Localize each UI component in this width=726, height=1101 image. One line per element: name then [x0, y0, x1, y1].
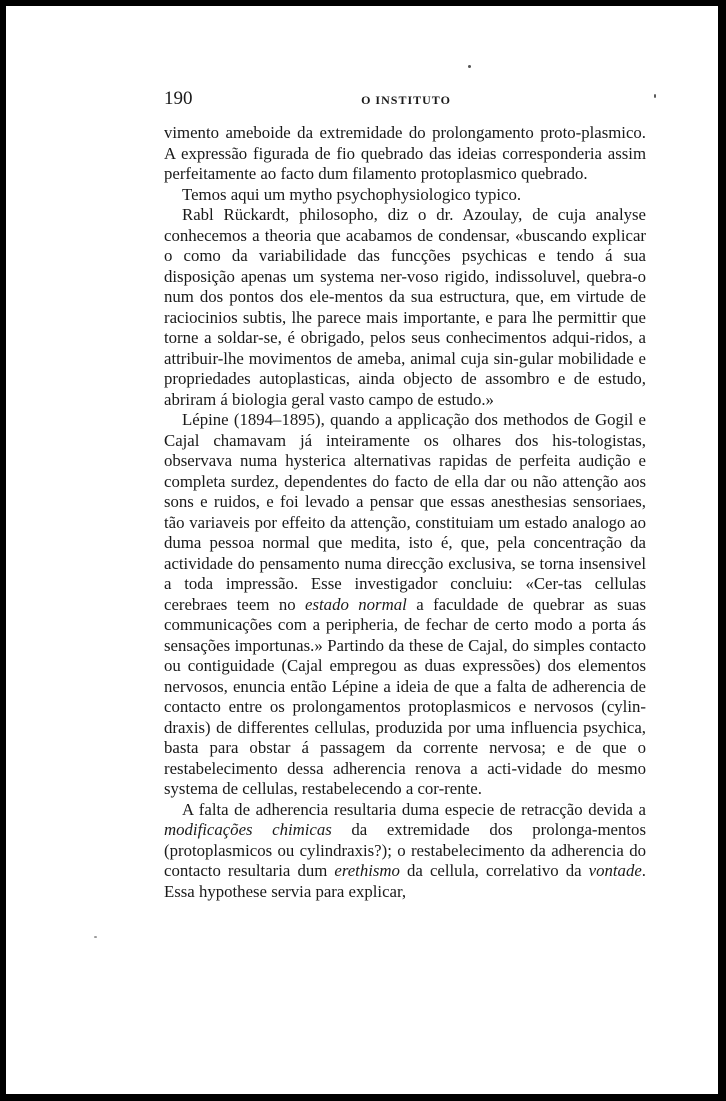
text-run: vimento ameboide da extremidade do prolongamento proto-plasmico. A expressão figurada de fio quebrado das ideias corresponderia assim perfeitamente ao facto dum filamento protoplasmico quebrado.	[164, 123, 646, 183]
scanned-page	[6, 6, 718, 1094]
italic-term: vontade	[588, 861, 642, 880]
text-run: . Essa hypothese servia para explicar,	[164, 861, 646, 901]
text-run: Rabl Rückardt, philosopho, diz o dr. Azoulay, de cuja analyse conhecemos a theoria que acabamos de condensar, «buscando explicar o como da variabilidade das funcções psychicas e tendo á sua disposição apenas um systema ner-voso rigido, indissoluvel, quebra-o num dos pontos dos ele-mentos da sua estructura, que, em virtude de raciocinios subtis, lhe parece mais importante, e para lhe permittir que torne a soldar-se, é obrigado, pelos seus conhecimentos adqui-ridos, a attribuir-lhe movimentos de ameba, animal cuja sin-gular mobilidade e propriedades autoplasticas, ainda objecto de assombro e de estudo, abriram á biologia geral vasto campo de estudo.»	[164, 205, 646, 409]
italic-term: estado normal	[305, 594, 407, 614]
paragraph	[164, 185, 646, 206]
paragraph	[164, 800, 646, 903]
text-run: da cellula, correlativo da	[399, 861, 589, 880]
italic-term: modificações chimicas	[164, 820, 332, 839]
text-run: a faculdade de quebrar as suas communicações com a peripheria, de fechar de certo modo a porta ás sensações importunas.» Partindo da these de Cajal, do simples contacto ou contiguidade (Cajal empregou as duas expressões) dos elementos nervosos, enuncia então Lépine a ideia de que a falta de adherencia de contacto entre os prolongamentos protoplasmicos e nervosos (cylin-draxis) de differentes cellulas, produzida por uma influencia psychica, basta para obstar á passagem da corrente nervosa; e de que o restabelecimento dessa adherencia renova a acti-vidade do mesmo systema de cellulas, restabelecendo a cor-rente.	[164, 594, 646, 798]
text-run: da extremidade dos prolonga-mentos (protoplasmicos ou cylindraxis?); o restabelecimento da adherencia do contacto resultaria dum	[164, 820, 646, 880]
scan-speck	[94, 936, 97, 938]
scan-speck	[468, 65, 471, 68]
paragraph	[164, 205, 646, 410]
text-run: Lépine (1894–1895), quando a applicação dos methodos de Gogil e Cajal chamavam já inteiramente os olhares dos his-tologistas, observava numa hysterica alternativas rapidas de perfeita audição e completa surdez, dependentes do facto de ella dar ou não attenção aos sons e ruidos, e foi levado a pensar que essas anesthesias sensoriaes, tão variaveis por effeito da attenção, constituiam um estado analogo ao duma pessoa normal que medita, isto é, que, pela concentração da actividade do pensamento numa direcção exclusiva, se torna insensivel a toda impressão. Esse investigador concluiu: «Cer-tas cellulas cerebraes teem no	[164, 410, 646, 614]
page-header	[164, 88, 648, 114]
text-run: A falta de adherencia resultaria duma especie de retracção devida a	[182, 799, 646, 819]
paragraph	[164, 123, 646, 185]
running-title: O INSTITUTO	[361, 93, 451, 107]
text-run: Temos aqui um mytho psychophysiologico typico.	[182, 184, 522, 204]
body-text	[164, 123, 646, 902]
italic-term: erethismo	[334, 861, 400, 880]
scan-speck	[654, 94, 656, 98]
paragraph	[164, 410, 646, 800]
page-number: 190	[164, 88, 193, 109]
